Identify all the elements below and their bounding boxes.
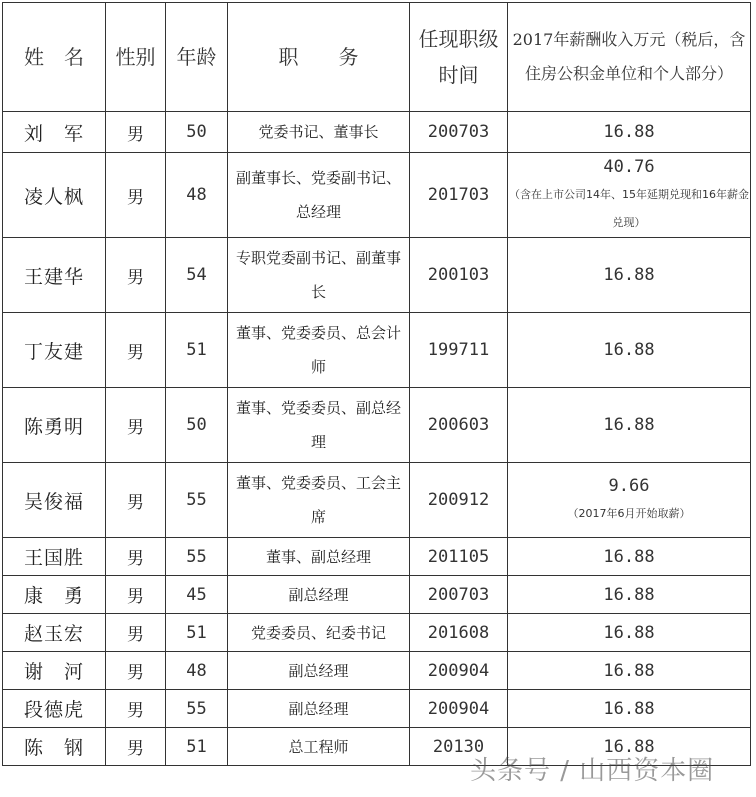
cell-age: 45 — [166, 576, 228, 614]
cell-salary — [508, 614, 751, 652]
cell-time: 200703 — [410, 576, 508, 614]
watermark: 头条号 / 山西资本圈 — [470, 756, 715, 786]
table-row — [3, 238, 751, 313]
cell-name: 吴俊福 — [3, 463, 106, 538]
cell-duty: 副总经理 — [228, 576, 410, 614]
header-salary: 2017年薪酬收入万元（税后，含住房公积金单位和个人部分） — [508, 3, 751, 112]
salary-value: 16.88 — [603, 340, 655, 360]
table-row — [3, 388, 751, 463]
cell-salary — [508, 538, 751, 576]
salary-note: （含在上市公司14年、15年延期兑现和16年薪金兑现） — [509, 188, 749, 229]
cell-time: 201703 — [410, 153, 508, 238]
cell-age: 48 — [166, 652, 228, 690]
cell-name: 谢 河 — [3, 652, 106, 690]
cell-duty: 副董事长、党委副书记、总经理 — [228, 153, 410, 238]
header-row — [3, 3, 751, 112]
cell-gender: 男 — [106, 388, 166, 463]
salary-table — [2, 2, 751, 766]
salary-value: 16.88 — [603, 698, 655, 719]
cell-salary — [508, 576, 751, 614]
salary-value: 16.88 — [603, 546, 655, 567]
cell-time: 20130 — [410, 728, 508, 766]
cell-age: 48 — [166, 153, 228, 238]
header-age: 年龄 — [166, 3, 228, 112]
cell-gender: 男 — [106, 538, 166, 576]
cell-time: 200912 — [410, 463, 508, 538]
cell-duty: 副总经理 — [228, 690, 410, 728]
cell-time: 201608 — [410, 614, 508, 652]
salary-value: 16.88 — [603, 415, 655, 435]
salary-value: 16.88 — [603, 660, 655, 681]
salary-value: 16.88 — [603, 584, 655, 605]
cell-duty: 董事、党委委员、副总经理 — [228, 388, 410, 463]
cell-duty: 党委书记、董事长 — [228, 112, 410, 153]
salary-value: 16.88 — [603, 622, 655, 643]
cell-duty: 董事、党委委员、总会计师 — [228, 313, 410, 388]
cell-duty: 董事、副总经理 — [228, 538, 410, 576]
cell-salary — [508, 153, 751, 238]
cell-name: 丁友建 — [3, 313, 106, 388]
cell-salary — [508, 388, 751, 463]
cell-duty: 总工程师 — [228, 728, 410, 766]
salary-value: 9.66 — [608, 476, 650, 496]
table-row — [3, 614, 751, 652]
cell-salary — [508, 238, 751, 313]
cell-age: 51 — [166, 313, 228, 388]
cell-age: 50 — [166, 112, 228, 153]
header-gender: 性别 — [106, 3, 166, 112]
cell-gender: 男 — [106, 614, 166, 652]
table-row — [3, 652, 751, 690]
salary-value: 16.88 — [603, 265, 655, 285]
cell-duty: 副总经理 — [228, 652, 410, 690]
cell-name: 陈 钢 — [3, 728, 106, 766]
cell-time: 200703 — [410, 112, 508, 153]
cell-gender: 男 — [106, 576, 166, 614]
cell-age: 51 — [166, 728, 228, 766]
cell-age: 55 — [166, 690, 228, 728]
cell-time: 200103 — [410, 238, 508, 313]
cell-name: 陈勇明 — [3, 388, 106, 463]
cell-gender: 男 — [106, 112, 166, 153]
cell-name: 刘 军 — [3, 112, 106, 153]
cell-time: 200904 — [410, 690, 508, 728]
cell-time: 200603 — [410, 388, 508, 463]
cell-gender: 男 — [106, 238, 166, 313]
salary-value: 40.76 — [603, 157, 655, 177]
cell-gender: 男 — [106, 652, 166, 690]
cell-salary — [508, 463, 751, 538]
cell-name: 凌人枫 — [3, 153, 106, 238]
cell-duty: 专职党委副书记、副董事长 — [228, 238, 410, 313]
cell-time: 200904 — [410, 652, 508, 690]
cell-name: 段德虎 — [3, 690, 106, 728]
header-name: 姓 名 — [3, 3, 106, 112]
cell-name: 王建华 — [3, 238, 106, 313]
cell-salary — [508, 690, 751, 728]
cell-age: 51 — [166, 614, 228, 652]
header-duty: 职 务 — [228, 3, 410, 112]
cell-name: 赵玉宏 — [3, 614, 106, 652]
table-row — [3, 313, 751, 388]
cell-gender: 男 — [106, 463, 166, 538]
table-row — [3, 576, 751, 614]
salary-value: 16.88 — [603, 736, 655, 757]
cell-gender: 男 — [106, 153, 166, 238]
cell-time: 199711 — [410, 313, 508, 388]
cell-name: 康 勇 — [3, 576, 106, 614]
cell-salary — [508, 313, 751, 388]
cell-age: 55 — [166, 463, 228, 538]
cell-salary — [508, 652, 751, 690]
cell-duty: 董事、党委委员、工会主席 — [228, 463, 410, 538]
cell-time: 201105 — [410, 538, 508, 576]
table-row — [3, 463, 751, 538]
cell-salary — [508, 112, 751, 153]
cell-gender: 男 — [106, 728, 166, 766]
cell-name: 王国胜 — [3, 538, 106, 576]
cell-gender: 男 — [106, 690, 166, 728]
cell-age: 55 — [166, 538, 228, 576]
salary-value: 16.88 — [603, 122, 655, 142]
cell-age: 54 — [166, 238, 228, 313]
cell-age: 50 — [166, 388, 228, 463]
table-row — [3, 690, 751, 728]
header-time: 任现职级时间 — [410, 3, 508, 112]
cell-duty: 党委委员、纪委书记 — [228, 614, 410, 652]
cell-gender: 男 — [106, 313, 166, 388]
table-row — [3, 153, 751, 238]
table-row — [3, 538, 751, 576]
salary-note: （2017年6月开始取薪） — [567, 507, 691, 520]
table-row — [3, 112, 751, 153]
